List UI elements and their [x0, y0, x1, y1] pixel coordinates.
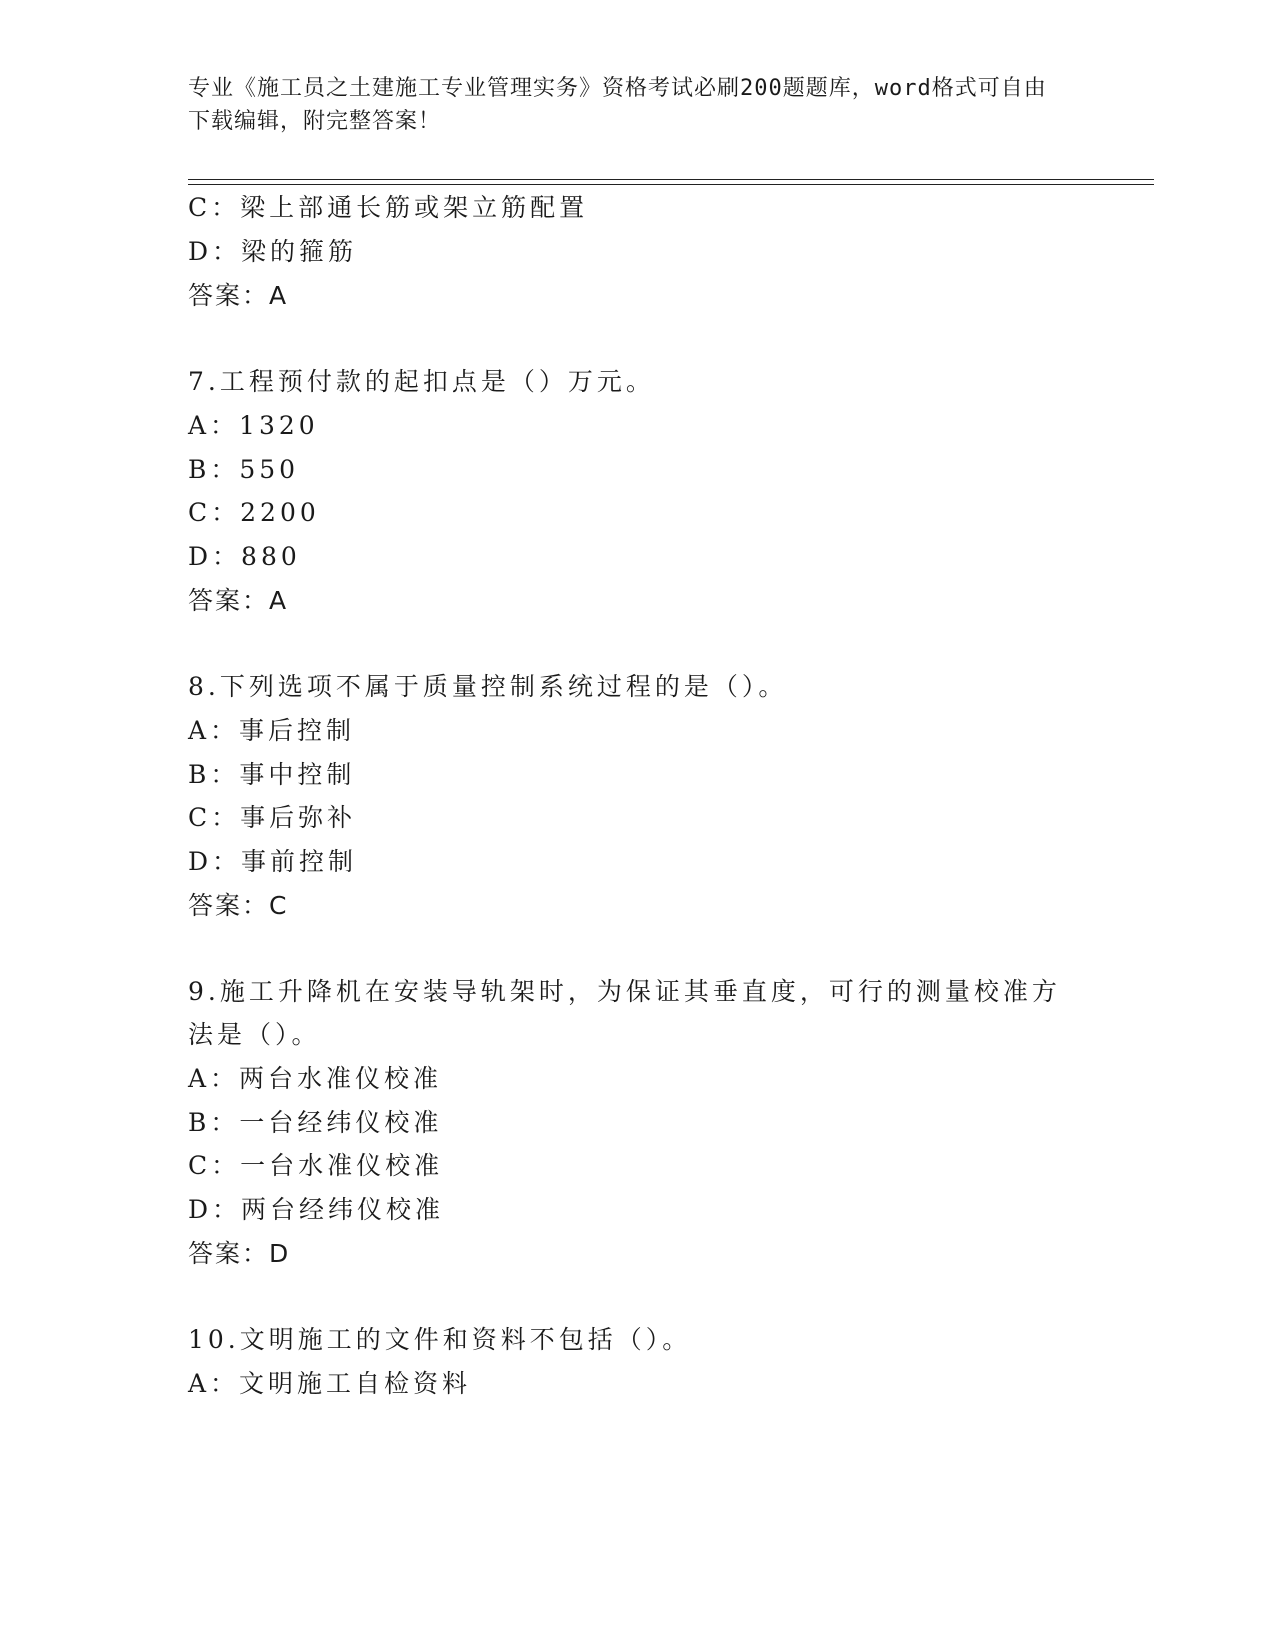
question-7-stem: 7.工程预付款的起扣点是（）万元。 [188, 367, 655, 396]
question-7-option-c: C：2200 [188, 498, 320, 527]
question-9-option-b: B：一台经纬仪校准 [188, 1108, 443, 1137]
question-8-answer: 答案：C [188, 891, 289, 920]
question-8-option-d: D：事前控制 [188, 847, 358, 876]
prev-question-answer: 答案：A [188, 281, 289, 310]
question-7-option-b: B：550 [188, 455, 300, 484]
question-9-option-d: D：两台经纬仪校准 [188, 1195, 445, 1224]
question-8-option-c: C：事后弥补 [188, 803, 357, 832]
question-9-option-a: A：两台水准仪校准 [188, 1064, 443, 1093]
question-7-answer: 答案：A [188, 586, 289, 615]
question-8-option-b: B：事中控制 [188, 760, 356, 789]
question-7-option-a: A：1320 [188, 411, 319, 440]
prev-question-option-d: D：梁的箍筋 [188, 237, 358, 266]
question-7-option-d: D：880 [188, 542, 301, 571]
prev-question-option-c: C：梁上部通长筋或架立筋配置 [188, 193, 589, 222]
header-divider-bottom [188, 184, 1154, 185]
question-8-option-a: A：事后控制 [188, 716, 356, 745]
question-8-stem: 8.下列选项不属于质量控制系统过程的是（）。 [188, 672, 788, 701]
header-divider-top [188, 179, 1154, 180]
question-9-stem-line-2: 法是（）。 [188, 1020, 321, 1049]
question-9-answer: 答案：D [188, 1239, 291, 1268]
question-9-stem-line-1: 9.施工升降机在安装导轨架时，为保证其垂直度，可行的测量校准方 [188, 977, 1061, 1006]
question-10-stem: 10.文明施工的文件和资料不包括（）。 [188, 1325, 692, 1354]
question-10-option-a: A：文明施工自检资料 [188, 1369, 472, 1398]
document-header: 专业《施工员之土建施工专业管理实务》资格考试必刷200题题库，word格式可自由下载编辑，附完整答案！ [188, 76, 1047, 134]
question-9-option-c: C：一台水准仪校准 [188, 1151, 444, 1180]
